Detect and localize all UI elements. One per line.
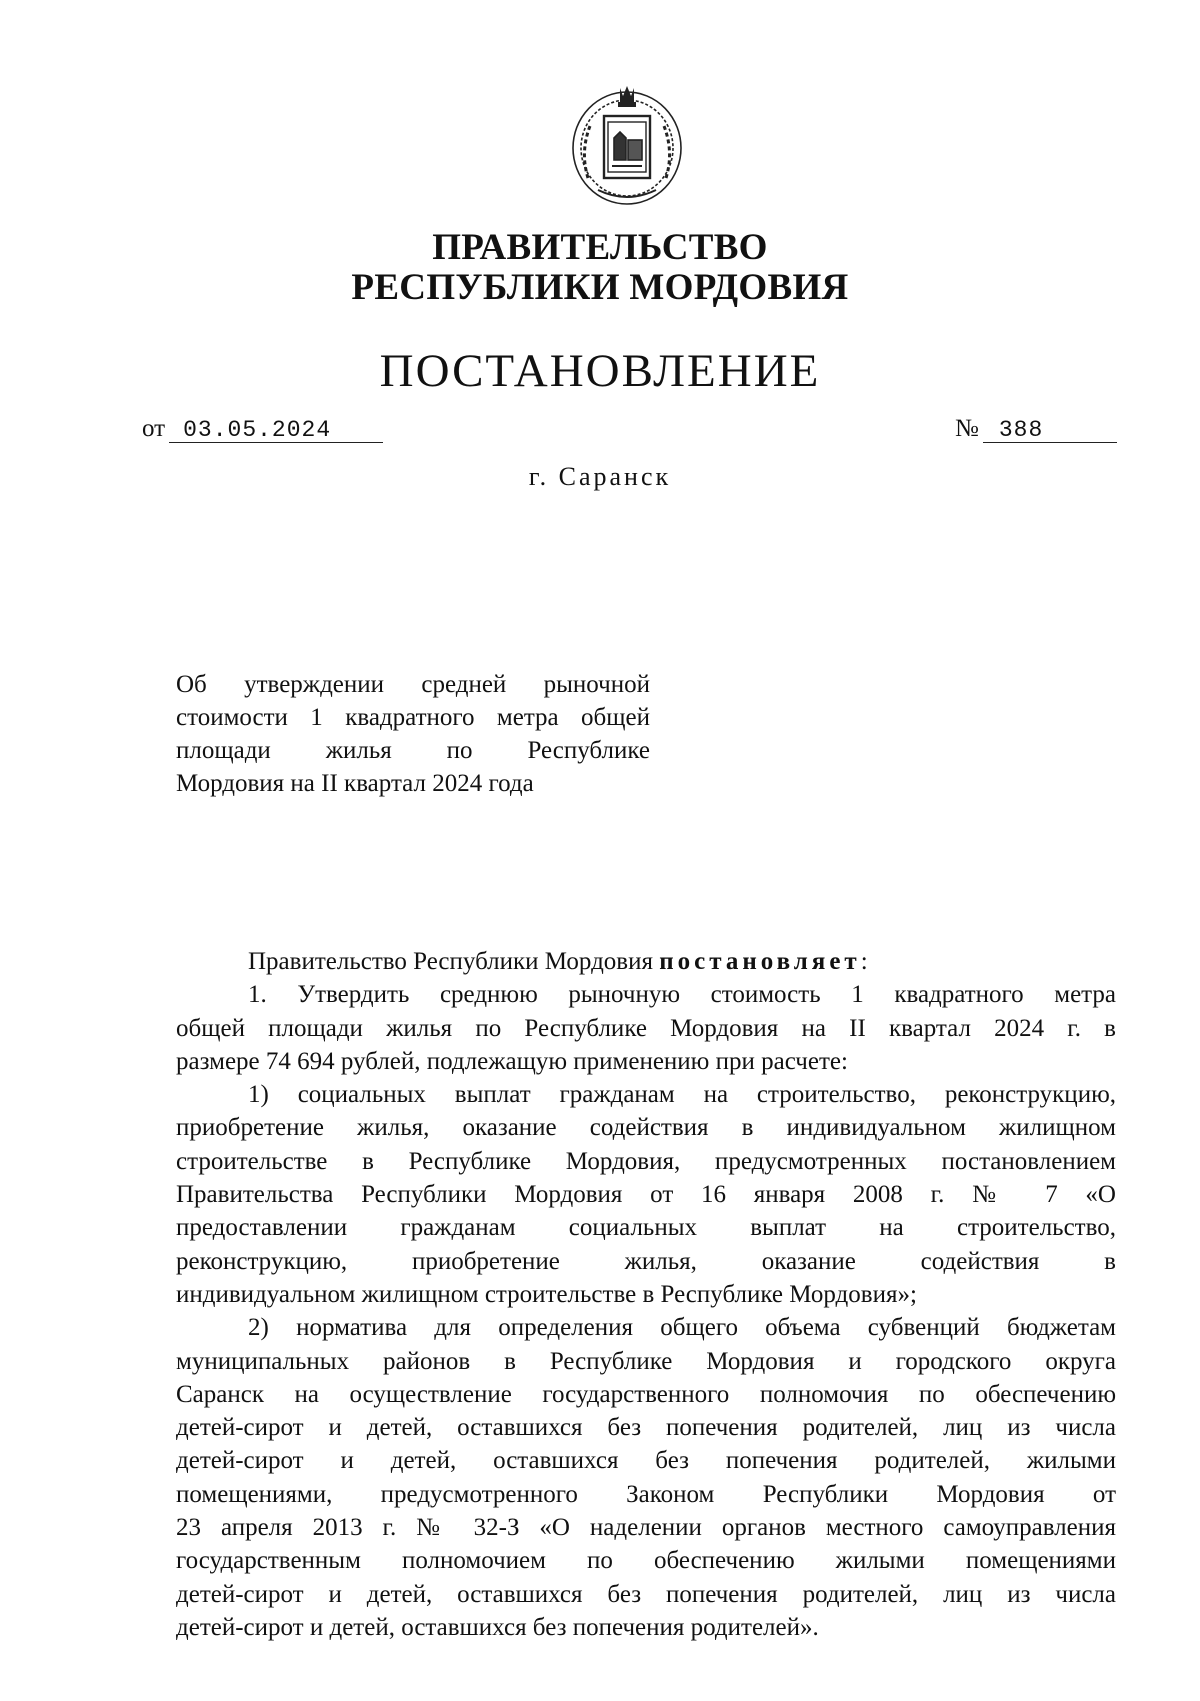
subitem-2-line: детей-сирот и детей, оставшихся без попечения родителей, лиц из числа	[176, 1580, 1116, 1608]
coat-of-arms-emblem	[568, 82, 686, 208]
document-body	[176, 945, 1116, 1644]
paragraph-1-line: 1. Утвердить среднюю рыночную стоимость 1 квадратного метра	[248, 981, 1116, 1009]
document-city: г. Саранск	[528, 462, 672, 491]
paragraph-1-line: общей площади жилья по Республике Мордовия на II квартал 2024 г. в	[176, 1014, 1116, 1042]
document-number: 388	[983, 418, 1117, 443]
subitem-1-line: приобретение жилья, оказание содействия в индивидуальном жилищном	[176, 1114, 1116, 1142]
subitem-2-line: помещениями, предусмотренного Законом Республики Мордовия от	[176, 1480, 1116, 1508]
document-date: 03.05.2024	[169, 418, 383, 443]
subitem-2-line: детей-сирот и детей, оставшихся без попечения родителей».	[176, 1613, 819, 1641]
body-intro-tail: :	[860, 948, 868, 975]
paragraph-1-line: размере 74 694 рублей, подлежащую применению при расчете:	[176, 1047, 848, 1075]
subitem-2-line: 2) норматива для определения общего объема субвенций бюджетам	[248, 1314, 1116, 1342]
subject-line: площади жилья по Республике	[176, 737, 650, 764]
number-prefix: №	[955, 415, 979, 442]
subitem-1-line: 1) социальных выплат гражданам на строительство, реконструкцию,	[248, 1081, 1116, 1109]
subject-line: Об утверждении средней рыночной	[176, 671, 650, 698]
subitem-2-line: детей-сирот и детей, оставшихся без попечения родителей, лиц из числа	[176, 1414, 1116, 1442]
subject-line: Мордовия на II квартал 2024 года	[176, 770, 534, 797]
government-name-line2: РЕСПУБЛИКИ МОРДОВИЯ	[351, 267, 849, 308]
subitem-1-line: индивидуальном жилищном строительстве в Республике Мордовия»;	[176, 1280, 917, 1308]
subitem-2-line: муниципальных районов в Республике Мордовия и городского округа	[176, 1347, 1116, 1375]
subject-line: стоимости 1 квадратного метра общей	[176, 704, 650, 731]
body-intro-line	[176, 945, 1116, 978]
subitem-1-line: строительстве в Республике Мордовия, предусмотренных постановлением	[176, 1147, 1116, 1175]
subitem-1-line: предоставлении гражданам социальных выплат на строительство,	[176, 1214, 1116, 1242]
subitem-2-line: государственным полномочием по обеспечению жилыми помещениями	[176, 1547, 1116, 1575]
subitem-2-line: детей-сирот и детей, оставшихся без попечения родителей, жилыми	[176, 1447, 1116, 1475]
subitem-2-line: Саранск на осуществление государственного полномочия по обеспечению	[176, 1380, 1116, 1408]
subitem-1-line: Правительства Республики Мордовия от 16 января 2008 г. № 7 «О	[176, 1181, 1116, 1209]
subitem-2-line: 23 апреля 2013 г. № 32-З «О наделении органов местного самоуправления	[176, 1514, 1116, 1542]
document-date-row	[142, 415, 383, 443]
document-number-row	[955, 415, 1117, 443]
date-prefix: от	[142, 415, 166, 442]
body-intro-verb: постановляет	[659, 948, 861, 975]
body-intro: Правительство Республики Мордовия	[248, 948, 653, 975]
document-type-title: ПОСТАНОВЛЕНИЕ	[379, 345, 821, 397]
government-name-line1: ПРАВИТЕЛЬСТВО	[432, 227, 768, 268]
subitem-1-line: реконструкцию, приобретение жилья, оказание содействия в	[176, 1247, 1116, 1275]
document-subject	[176, 668, 650, 800]
